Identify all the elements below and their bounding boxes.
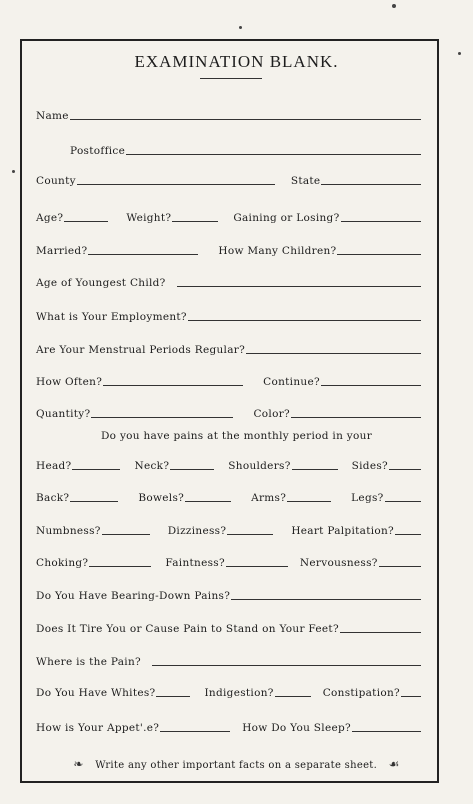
faintness-field[interactable] <box>226 566 288 567</box>
postoffice-field[interactable] <box>126 154 421 155</box>
state-field[interactable] <box>321 184 421 185</box>
heart-label: Heart Palpitation? <box>291 525 394 537</box>
constipation-label: Constipation? <box>322 687 400 699</box>
neck-label: Neck? <box>134 460 170 472</box>
children-label: How Many Children? <box>218 245 337 257</box>
youngest-label: Age of Youngest Child? <box>36 277 166 289</box>
dizziness-label: Dizziness? <box>167 525 227 537</box>
legs-field[interactable] <box>385 501 421 502</box>
youngest-field[interactable] <box>177 286 421 287</box>
whites-row <box>36 687 421 699</box>
arms-field[interactable] <box>287 501 331 502</box>
name-field[interactable] <box>70 119 421 120</box>
sleep-label: How Do You Sleep? <box>242 722 351 734</box>
head-row <box>36 460 421 472</box>
faintness-label: Faintness? <box>165 557 225 569</box>
ink-speck <box>12 170 15 173</box>
children-field[interactable] <box>337 254 421 255</box>
back-field[interactable] <box>70 501 118 502</box>
bearing-down-row <box>36 590 421 602</box>
back-row <box>36 492 421 504</box>
bowels-field[interactable] <box>185 501 231 502</box>
title-underline <box>200 78 262 79</box>
head-label: Head? <box>36 460 72 472</box>
employment-label: What is Your Employment? <box>36 311 187 323</box>
bearing-down-label: Do You Have Bearing-Down Pains? <box>36 590 231 602</box>
constipation-field[interactable] <box>401 696 421 697</box>
state-label: State <box>290 175 321 187</box>
back-label: Back? <box>36 492 70 504</box>
county-state-row <box>36 175 421 187</box>
shoulders-label: Shoulders? <box>228 460 291 472</box>
quantity-row <box>36 408 421 420</box>
quantity-label: Quantity? <box>36 408 91 420</box>
neck-field[interactable] <box>170 469 214 470</box>
shoulders-field[interactable] <box>292 469 338 470</box>
whites-label: Do You Have Whites? <box>36 687 156 699</box>
tire-field[interactable] <box>340 632 421 633</box>
right-ornament: ☙ <box>388 757 400 771</box>
weight-field[interactable] <box>172 221 218 222</box>
dizziness-field[interactable] <box>227 534 273 535</box>
gaining-field[interactable] <box>341 221 422 222</box>
color-field[interactable] <box>291 417 421 418</box>
where-pain-field[interactable] <box>152 665 421 666</box>
choking-row <box>36 557 421 569</box>
arms-label: Arms? <box>251 492 287 504</box>
footer-note <box>0 757 473 771</box>
where-pain-row <box>36 656 421 668</box>
ink-speck <box>392 4 396 8</box>
nervousness-field[interactable] <box>379 566 421 567</box>
postoffice-row <box>70 145 421 157</box>
married-field[interactable] <box>88 254 198 255</box>
age-label: Age? <box>36 212 64 224</box>
pains-prompt: Do you have pains at the monthly period in your <box>100 430 373 442</box>
menstrual-row <box>36 344 421 356</box>
weight-label: Weight? <box>126 212 172 224</box>
numbness-row <box>36 525 421 537</box>
how-often-label: How Often? <box>36 376 103 388</box>
name-row <box>36 110 421 122</box>
bearing-down-field[interactable] <box>231 599 421 600</box>
bowels-label: Bowels? <box>138 492 185 504</box>
gaining-label: Gaining or Losing? <box>233 212 340 224</box>
whites-field[interactable] <box>156 696 190 697</box>
choking-field[interactable] <box>89 566 151 567</box>
ink-speck <box>239 26 242 29</box>
name-label: Name <box>36 110 69 122</box>
employment-row <box>36 311 421 323</box>
legs-label: Legs? <box>351 492 384 504</box>
left-ornament: ❧ <box>73 757 84 771</box>
sleep-field[interactable] <box>352 731 421 732</box>
menstrual-field[interactable] <box>246 353 421 354</box>
married-row <box>36 245 421 257</box>
numbness-label: Numbness? <box>36 525 101 537</box>
menstrual-label: Are Your Menstrual Periods Regular? <box>36 344 246 356</box>
where-pain-label: Where is the Pain? <box>36 656 141 668</box>
sides-field[interactable] <box>389 469 421 470</box>
tire-label: Does It Tire You or Cause Pain to Stand on Your Feet? <box>36 623 339 635</box>
how-often-field[interactable] <box>103 385 243 386</box>
tire-row <box>36 623 421 635</box>
postoffice-label: Postoffice <box>70 145 126 157</box>
married-label: Married? <box>36 245 88 257</box>
age-field[interactable] <box>64 221 108 222</box>
age-weight-row <box>36 212 421 224</box>
heart-field[interactable] <box>395 534 421 535</box>
form-title: EXAMINATION BLANK. <box>134 52 339 71</box>
quantity-field[interactable] <box>91 417 233 418</box>
indigestion-field[interactable] <box>275 696 311 697</box>
county-field[interactable] <box>77 184 275 185</box>
employment-field[interactable] <box>188 320 421 321</box>
youngest-row <box>36 277 421 289</box>
how-often-row <box>36 376 421 388</box>
appetite-label: How is Your Appet'.e? <box>36 722 160 734</box>
numbness-field[interactable] <box>102 534 150 535</box>
appetite-row <box>36 722 421 734</box>
indigestion-label: Indigestion? <box>204 687 274 699</box>
choking-label: Choking? <box>36 557 89 569</box>
appetite-field[interactable] <box>160 731 230 732</box>
color-label: Color? <box>253 408 290 420</box>
footer-text: Write any other important facts on a separate sheet. <box>95 760 378 771</box>
nervousness-label: Nervousness? <box>299 557 378 569</box>
sides-label: Sides? <box>351 460 388 472</box>
head-field[interactable] <box>72 469 120 470</box>
county-label: County <box>36 175 76 187</box>
continue-field[interactable] <box>321 385 421 386</box>
continue-label: Continue? <box>263 376 320 388</box>
